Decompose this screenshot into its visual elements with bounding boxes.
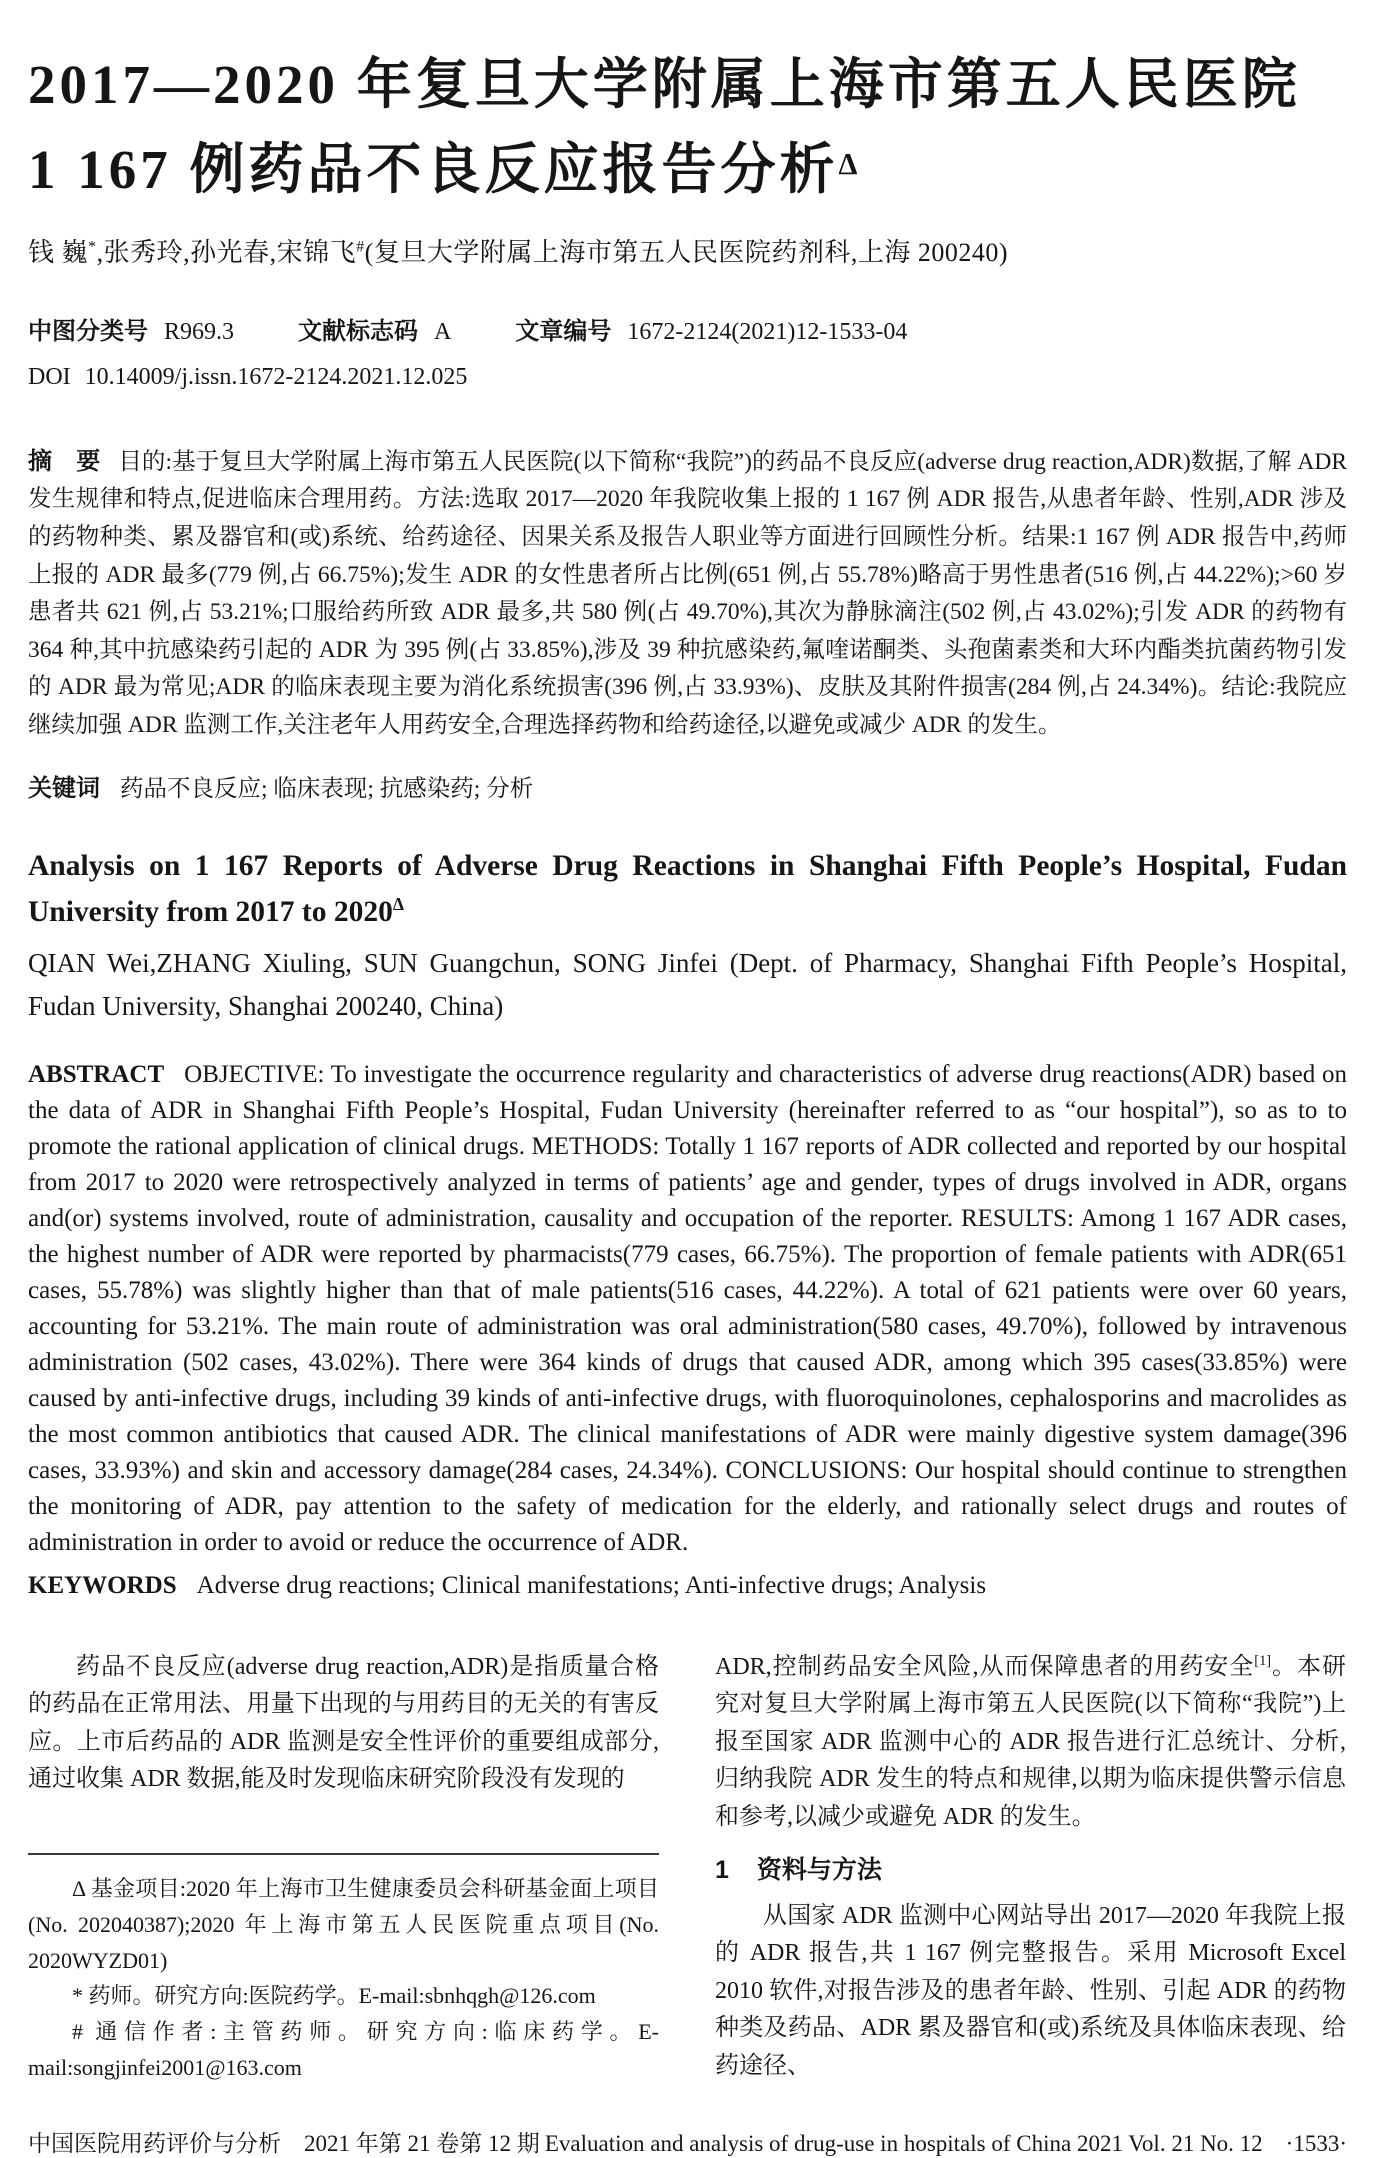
intro-right-text-b: 。本研究对复旦大学附属上海市第五人民医院(以下简称“我院”)上报至国家 ADR 监测中心的 ADR 报告进行汇总统计、分析,归纳我院 ADR 发生的特点和规律,以期为临床提供警示信息和参考,以减少或避免 ADR 的发生。: [715, 1653, 1347, 1830]
section-1-number: 1: [715, 1855, 729, 1884]
paper-title-en: [28, 843, 1347, 936]
page-footer: [28, 2125, 1347, 2158]
corresponding-author-note: # 通信作者:主管药师。研究方向:临床药学。E-mail:songjinfei2001@163.com: [28, 2018, 659, 2080]
section-1-title: 资料与方法: [756, 1855, 882, 1884]
paper-title-zh: [28, 42, 1347, 213]
title-en-superscript: Δ: [392, 894, 404, 915]
clc-value: R969.3: [164, 318, 235, 345]
title-en-text: Analysis on 1 167 Reports of Adverse Drug Reactions in Shanghai Fifth People’s Hospital, Fudan University from 2017 to 2020: [28, 849, 1347, 929]
authors-line-zh: [28, 235, 1347, 271]
title-zh-line2-text: 1 167 例药品不良反应报告分析: [28, 139, 839, 201]
keywords-en: [28, 1567, 1347, 1605]
affiliation-zh: (复旦大学附属上海市第五人民医院药剂科,上海 200240): [364, 237, 1008, 267]
keywords-zh-label: 关键词: [28, 775, 100, 803]
keywords-en-text: Adverse drug reactions; Clinical manifestations; Anti-infective drugs; Analysis: [196, 1572, 987, 1600]
left-column: [28, 1649, 659, 2085]
keywords-zh: [28, 770, 1347, 809]
authors-rest: ,张秀玲,孙光春,宋锦飞: [96, 237, 357, 267]
right-column: [715, 1649, 1346, 2085]
footnote-divider: [28, 1853, 659, 1855]
title-zh-line2: [28, 127, 1347, 212]
article-no-value: 1672-2124(2021)12-1533-04: [627, 318, 908, 345]
keywords-zh-text: 药品不良反应; 临床表现; 抗感染药; 分析: [120, 776, 534, 803]
intro-right-text-a: ADR,控制药品安全风险,从而保障患者的用药安全: [715, 1653, 1255, 1680]
corresponding-author-mark: #: [356, 237, 365, 255]
abstract-en-text: OBJECTIVE: To investigate the occurrence regularity and characteristics of adverse drug reactions(ADR) based on the data of ADR in Shanghai Fifth People’s Hospital, Fudan University (hereinafter referred to as “our hospital”), so as to to promote the rational application of clinical drugs. METHODS: Totally 1 167 reports of ADR collected and reported by our hospital from 2017 to 2020 were retrospectively analyzed in terms of patients’ age and gender, types of drugs involved in ADR, organs and(or) systems involved, route of administration, causality and occupation of the reporter. RESULTS: Among 1 167 ADR cases, the highest number of ADR were reported by pharmacists(779 cases, 66.75%). The proportion of female patients with ADR(651 cases, 55.78%) was slightly higher than that of male patients(516 cases, 44.22%). A total of 621 patients were over 60 years, accounting for 53.21%. The main route of administration was oral administration(580 cases, 49.70%), followed by intravenous administration (502 cases, 43.02%). There were 364 kinds of drugs that caused ADR, among which 395 cases(33.85%) were caused by anti-infective drugs, including 39 kinds of anti-infective drugs, with fluoroquinolones, cephalosporins and macrolides as the most common antibiotics that caused ADR. The clinical manifestations of ADR were mainly digestive system damage(396 cases, 33.93%) and skin and accessory damage(284 cases, 24.34%). CONCLUSIONS: Our hospital should continue to strengthen the monitoring of ADR, pay attention to the safety of medication for the elderly, and rationally select drugs and routes of administration in order to avoid or reduce the occurrence of ADR.: [28, 1061, 1347, 1557]
doc-code-group: [298, 319, 451, 345]
reference-citation-1: [1]: [1254, 1652, 1272, 1669]
authors-line-en: QIAN Wei,ZHANG Xiuling, SUN Guangchun, SONG Jinfei (Dept. of Pharmacy, Shanghai Fifth People’s Hospital, Fudan University, Shanghai 200240, China): [28, 947, 1347, 1021]
article-no-label: 文章编号: [515, 317, 612, 345]
fund-project-note: Δ 基金项目:2020 年上海市卫生健康委员会科研基金面上项目(No. 202040387);2020 年上海市第五人民医院重点项目(No. 2020WYZD01): [28, 1876, 659, 1973]
doc-code-value: A: [434, 318, 452, 345]
intro-paragraph-left: 药品不良反应(adverse drug reaction,ADR)是指质量合格的药品在正常用法、用量下出现的与用药目的无关的有害反应。上市后药品的 ADR 监测是安全性评价的重要组成部分,通过收集 ADR 数据,能及时发现临床研究阶段没有发现的: [28, 1653, 659, 1793]
abstract-zh-text: 目的:基于复旦大学附属上海市第五人民医院(以下简称“我院”)的药品不良反应(adverse drug reaction,ADR)数据,了解 ADR 发生规律和特点,促进临床合理用药。方法:选取 2017—2020 年我院收集上报的 1 167 例 ADR 报告,从患者年龄、性别,ADR 涉及的药物种类、累及器官和(或)系统、给药途径、因果关系及报告人职业等方面进行回顾性分析。结果:1 167 例 ADR 报告中,药师上报的 ADR 最多(779 例,占 66.75%);发生 ADR 的女性患者所占比例(651 例,占 55.78%)略高于男性患者(516 例,占 44.22%);>60 岁患者共 621 例,占 53.21%;口服给药所致 ADR 最多,共 580 例(占 49.70%),其次为静脉滴注(502 例,占 43.02%);引发 ADR 的药物有 364 种,其中抗感染药引起的 ADR 为 395 例(占 33.85%),涉及 39 种抗感染药,氟喹诺酮类、头孢菌素类和大环内酯类抗菌药物引发的 ADR 最为常见;ADR 的临床表现主要为消化系统损害(396 例,占 33.93%)、皮肤及其附件损害(284 例,占 24.34%)。结论:我院应继续加强 ADR 监测工作,关注老年人用药安全,合理选择药物和给药途径,以避免或减少 ADR 的发生。: [28, 448, 1348, 739]
doi-value: 10.14009/j.issn.1672-2124.2021.12.025: [84, 363, 468, 390]
clc-group: [28, 319, 234, 345]
doi-line: [28, 364, 1347, 391]
abstract-en: [28, 1057, 1347, 1561]
doc-code-label: 文献标志码: [298, 317, 419, 345]
body-columns: [28, 1649, 1347, 2085]
section-1-heading: [715, 1850, 1346, 1886]
doi-label: DOI: [28, 363, 71, 390]
clc-label: 中图分类号: [28, 317, 148, 345]
title-superscript-delta: Δ: [838, 147, 858, 182]
author-first-note-mark: *: [88, 237, 97, 255]
first-author-note: * 药师。研究方向:医院药学。E-mail:sbnhqgh@126.com: [72, 1983, 596, 2009]
title-zh-line1: 2017—2020 年复旦大学附属上海市第五人民医院: [28, 54, 1301, 115]
abstract-zh-label: 摘 要: [28, 447, 101, 475]
footnote-block: [28, 1853, 659, 2085]
author-first-name: 钱 巍: [28, 237, 89, 267]
footer-journal-en-page: Evaluation and analysis of drug-use in hospitals of China 2021 Vol. 21 No. 12 ·1533·: [544, 2131, 1347, 2157]
meta-line: [28, 311, 1347, 346]
keywords-en-label: KEYWORDS: [28, 1572, 177, 1600]
footer-journal-zh: 中国医院用药评价与分析 2021 年第 21 卷第 12 期: [28, 2131, 540, 2157]
abstract-zh: [28, 443, 1347, 745]
article-no-group: [515, 319, 907, 345]
intro-paragraph-right: [715, 1649, 1346, 1836]
abstract-en-label: ABSTRACT: [28, 1061, 165, 1089]
methods-paragraph: 从国家 ADR 监测中心网站导出 2017—2020 年我院上报的 ADR 报告,共 1 167 例完整报告。采用 Microsoft Excel 2010 软件,对报告涉及的患者年龄、性别、引起 ADR 的药物种类及药品、ADR 累及器官和(或)系统及具体临床表现、给药途径、: [715, 1902, 1346, 2079]
